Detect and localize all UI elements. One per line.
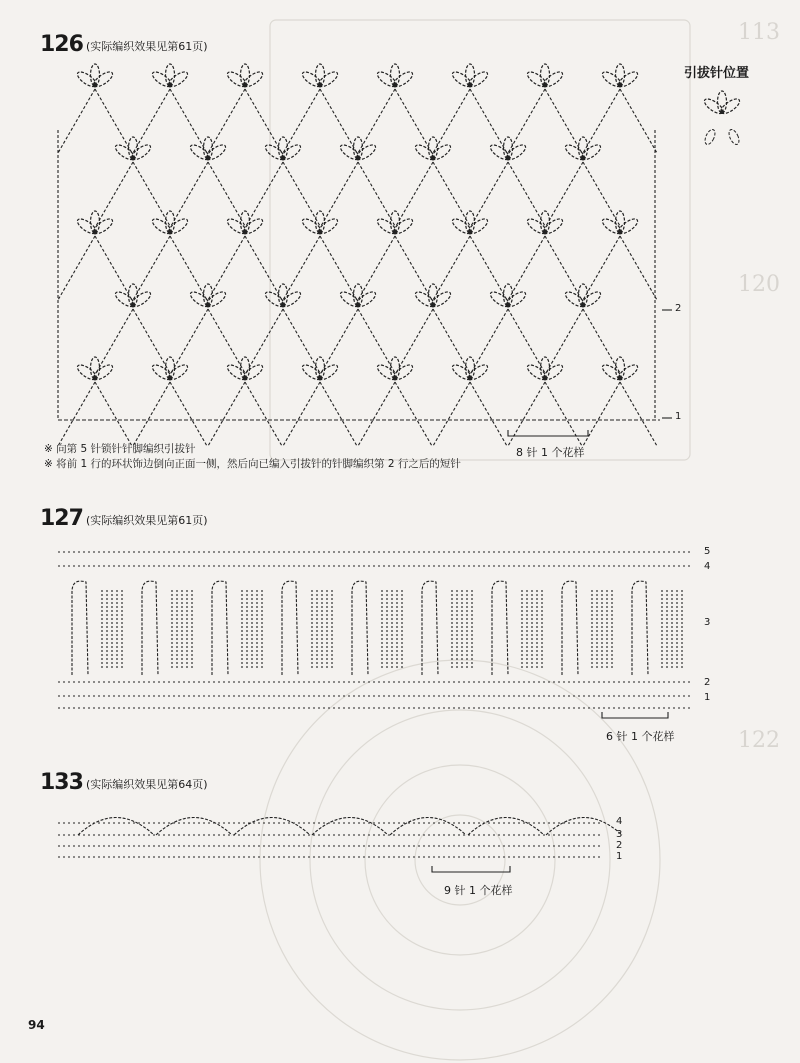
ghost-number-122: 122 — [738, 728, 780, 753]
pattern-133-number: 133 — [40, 770, 83, 795]
flower-motif — [300, 64, 340, 89]
flower-motif — [263, 284, 303, 309]
flower-motif — [113, 137, 153, 162]
flower-motif — [300, 211, 340, 236]
arc-stitch — [312, 818, 388, 836]
chain-loop — [282, 581, 298, 675]
pattern-126-number: 126 — [40, 32, 83, 57]
flower-motif — [525, 357, 565, 382]
flower-motif — [525, 64, 565, 89]
pattern-126-row-2: 2 — [675, 303, 682, 314]
pattern-133-repeat-label: 9 针 1 个花样 — [444, 884, 513, 897]
pattern-127-row-2: 2 — [704, 677, 711, 688]
chain-loop — [352, 581, 368, 675]
arc-stitch — [156, 818, 232, 836]
pattern-127-chart — [58, 552, 690, 718]
chain-loop — [72, 581, 88, 675]
pattern-127-row-5: 5 — [704, 546, 711, 557]
pattern-133-chart — [58, 818, 622, 873]
ghost-number-113: 113 — [738, 20, 780, 45]
flower-motif — [300, 357, 340, 382]
flower-motif — [188, 137, 228, 162]
flower-motif — [600, 211, 640, 236]
arc-stitch — [78, 818, 154, 836]
pattern-126-instruction-1: ※ 向第 5 针锁针针脚编织引拔针 — [44, 443, 196, 455]
chain-loop — [562, 581, 578, 675]
chain-loop — [212, 581, 228, 675]
flower-motif — [225, 357, 265, 382]
slip-stitch-position-diagram — [702, 91, 742, 146]
flower-motif — [488, 284, 528, 309]
flower-motif — [150, 211, 190, 236]
flower-motif — [375, 357, 415, 382]
flower-motif — [488, 137, 528, 162]
arc-stitch — [546, 818, 622, 836]
pattern-127-note: (实际编织效果见第61页) — [86, 514, 208, 527]
flower-motif — [413, 284, 453, 309]
flower-motif — [263, 137, 303, 162]
flower-motif — [225, 64, 265, 89]
flower-motif — [600, 357, 640, 382]
flower-motif — [563, 284, 603, 309]
flower-motif — [338, 284, 378, 309]
flower-motif — [75, 211, 115, 236]
pattern-133-row-4: 4 — [616, 816, 623, 827]
flower-motif — [450, 357, 490, 382]
pattern-133-note: (实际编织效果见第64页) — [86, 778, 208, 791]
page-number: 94 — [28, 1018, 45, 1032]
chain-loop — [632, 581, 648, 675]
pattern-126-note: (实际编织效果见第61页) — [86, 40, 208, 53]
pattern-126-repeat-label: 8 针 1 个花样 — [516, 446, 585, 459]
flower-motif — [75, 357, 115, 382]
pattern-126-row-1: 1 — [675, 411, 682, 422]
flower-motif — [75, 64, 115, 89]
flower-motif — [225, 211, 265, 236]
pattern-126-instruction-2: ※ 将前 1 行的环状饰边倒向正面一侧，然后向已编入引拔针的针脚编织第 2 行之后的短针 — [44, 458, 461, 470]
arc-stitch — [390, 818, 466, 836]
legend-title: 引拔针位置 — [684, 66, 750, 81]
ghost-number-120: 120 — [738, 272, 780, 297]
flower-motif — [150, 64, 190, 89]
flower-motif — [150, 357, 190, 382]
pattern-127-row-4: 4 — [704, 561, 711, 572]
pattern-133-row-2: 2 — [616, 840, 623, 851]
pattern-127-row-1: 1 — [704, 692, 711, 703]
arc-stitch — [468, 818, 544, 836]
pattern-133-row-1: 1 — [616, 851, 623, 862]
pattern-127-repeat-label: 6 针 1 个花样 — [606, 730, 675, 743]
flower-motif — [450, 211, 490, 236]
chain-loop — [142, 581, 158, 675]
flower-motif — [375, 64, 415, 89]
flower-motif — [113, 284, 153, 309]
flower-motif — [600, 64, 640, 89]
pattern-127-number: 127 — [40, 506, 83, 531]
flower-motif — [413, 137, 453, 162]
flower-motif — [525, 211, 565, 236]
arc-stitch — [234, 818, 310, 836]
pattern-126-chart — [58, 64, 672, 446]
flower-motif — [450, 64, 490, 89]
flower-motif — [188, 284, 228, 309]
flower-motif — [563, 137, 603, 162]
chain-loop — [492, 581, 508, 675]
flower-motif — [375, 211, 415, 236]
pattern-127-row-3: 3 — [704, 617, 711, 628]
pattern-133-row-3: 3 — [616, 829, 623, 840]
flower-motif — [338, 137, 378, 162]
